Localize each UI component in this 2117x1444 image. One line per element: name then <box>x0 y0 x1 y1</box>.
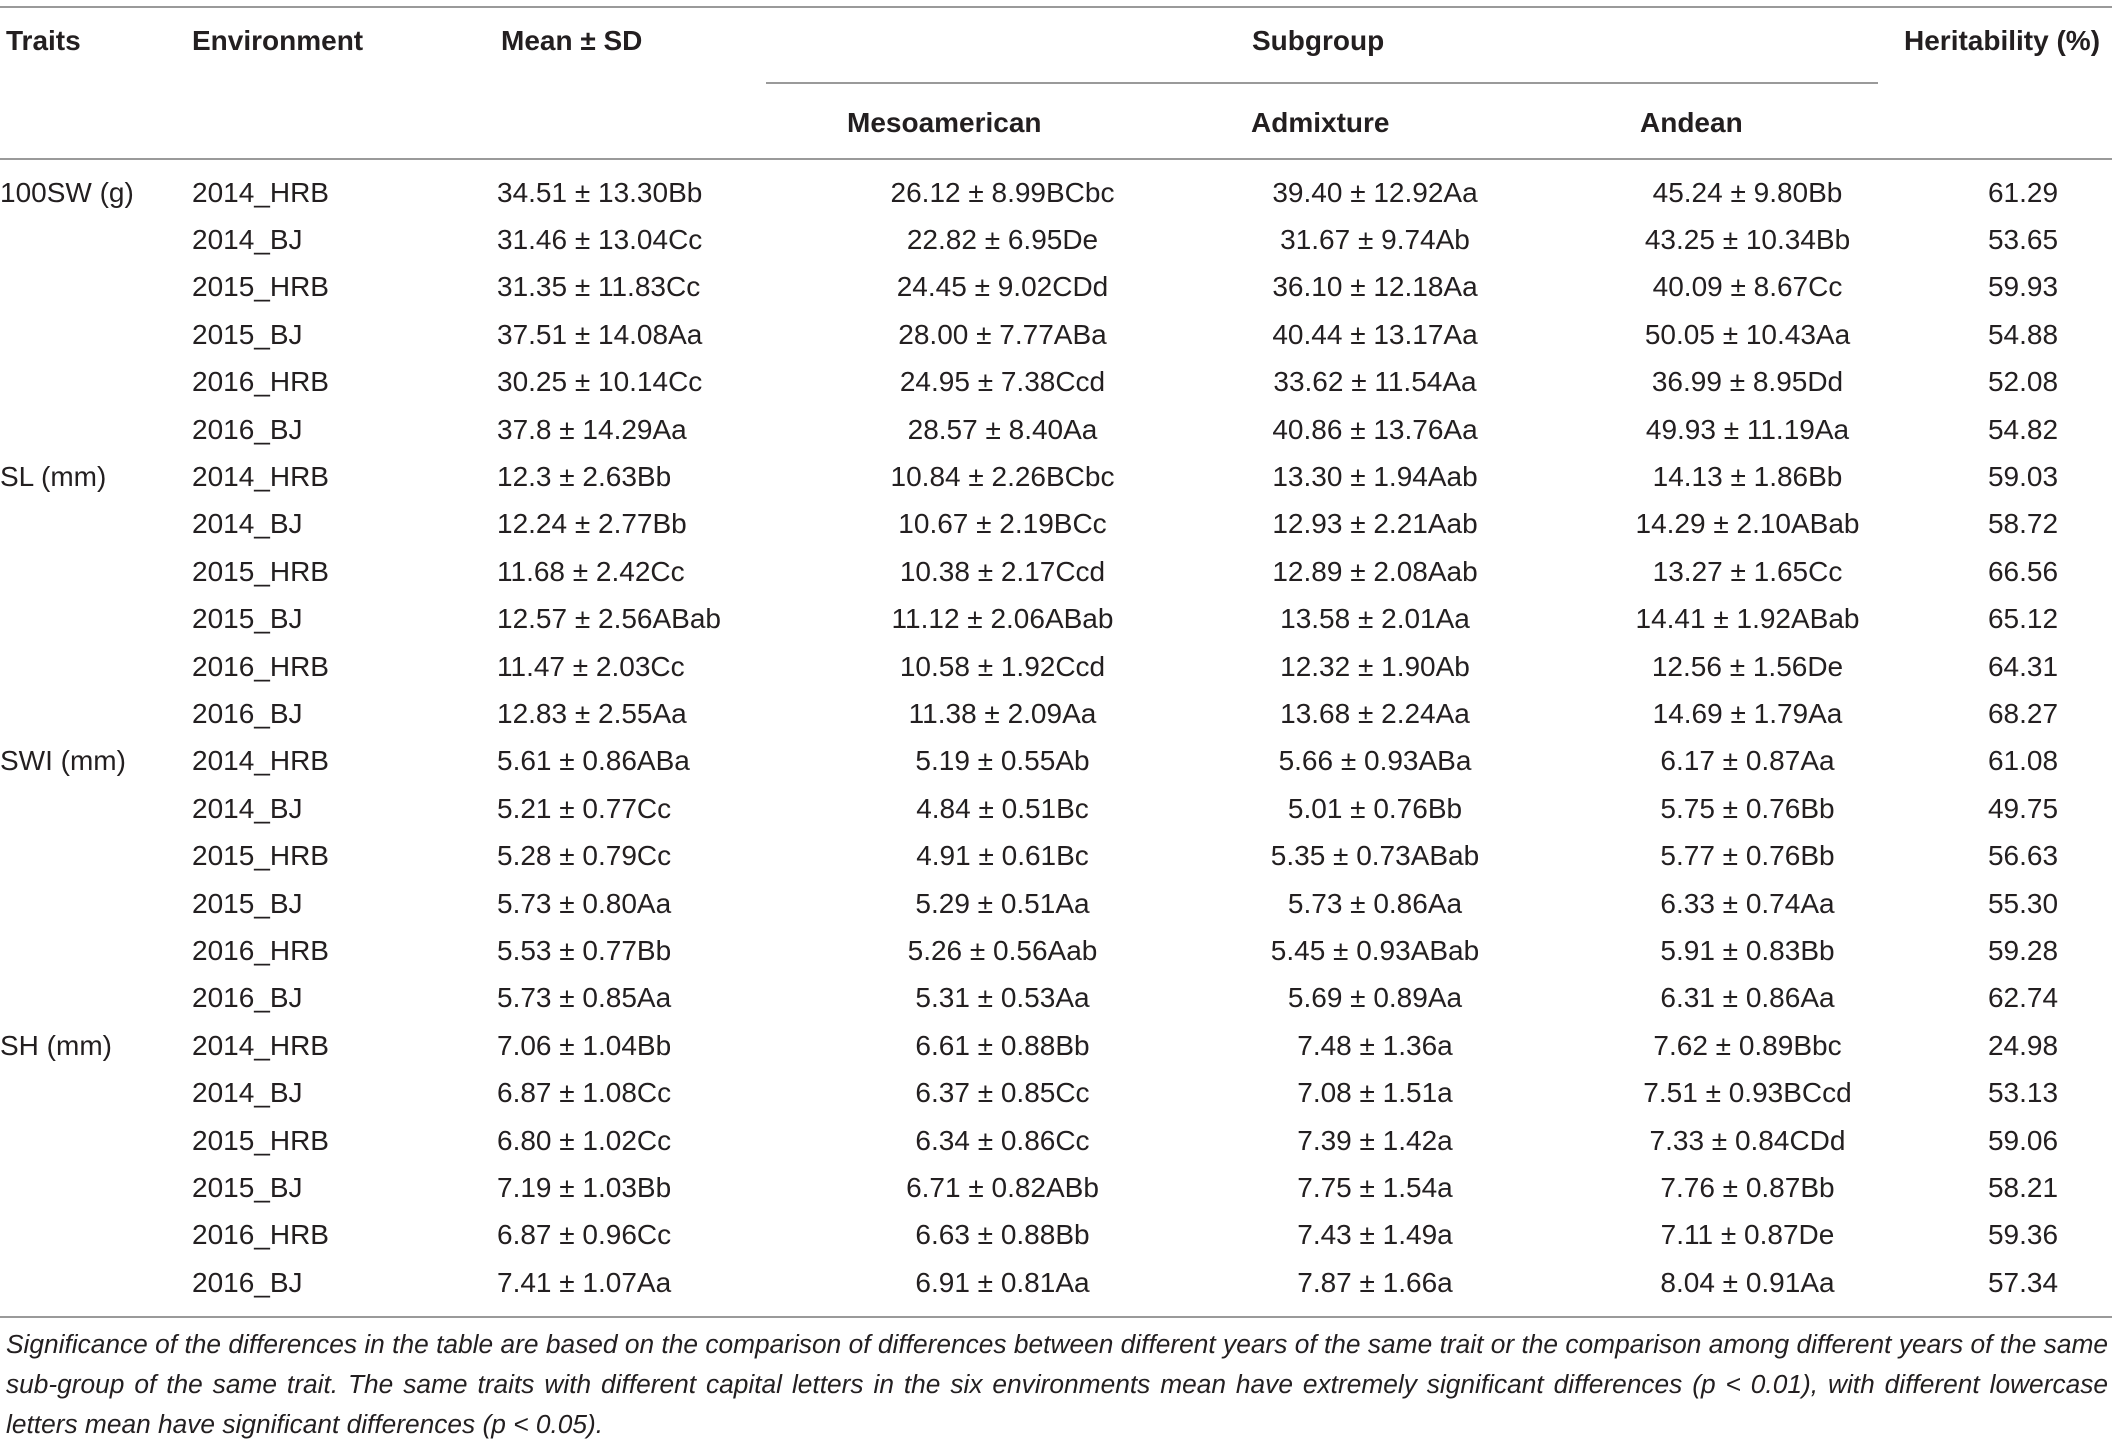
table-row <box>0 548 2112 595</box>
cell-environment: 2015_HRB <box>192 1124 329 1156</box>
cell-mean-sd: 34.51 ± 13.30Bb <box>497 176 703 208</box>
cell-trait: SL (mm) <box>0 461 107 493</box>
table-row <box>0 596 2112 643</box>
cell-environment: 2016_BJ <box>192 413 303 445</box>
cell-environment: 2015_BJ <box>192 318 303 350</box>
cell-mean-sd: 12.3 ± 2.63Bb <box>497 461 672 493</box>
cell-heritability: 62.74 <box>1987 982 2059 1014</box>
cell-heritability: 59.03 <box>1987 461 2059 493</box>
header-traits: Traits <box>6 25 81 56</box>
header-admixture: Admixture <box>1251 107 1390 138</box>
table-row <box>0 643 2112 690</box>
cell-heritability: 59.28 <box>1987 934 2059 966</box>
cell-environment: 2016_BJ <box>192 982 303 1014</box>
cell-trait <box>0 596 192 643</box>
cell-mean-sd: 12.83 ± 2.55Aa <box>497 697 687 729</box>
cell-mesoamerican: 10.58 ± 1.92Ccd <box>899 650 1106 682</box>
cell-andean: 45.24 ± 9.80Bb <box>1652 176 1843 208</box>
cell-environment: 2015_HRB <box>192 840 329 872</box>
cell-heritability: 61.29 <box>1987 176 2059 208</box>
cell-mean-sd: 5.53 ± 0.77Bb <box>497 934 672 966</box>
cell-trait <box>0 1164 192 1211</box>
header-mean-sd: Mean ± SD <box>501 25 643 56</box>
cell-andean: 8.04 ± 0.91Aa <box>1660 1266 1835 1298</box>
cell-andean: 6.31 ± 0.86Aa <box>1660 982 1835 1014</box>
cell-mesoamerican: 24.95 ± 7.38Ccd <box>899 366 1106 398</box>
cell-trait <box>0 643 192 690</box>
cell-admixture: 13.30 ± 1.94Aab <box>1272 461 1478 493</box>
cell-heritability: 68.27 <box>1987 697 2059 729</box>
cell-admixture: 36.10 ± 12.18Aa <box>1272 271 1478 303</box>
cell-trait <box>0 785 192 832</box>
cell-heritability: 54.88 <box>1987 318 2059 350</box>
top-rule <box>0 6 2112 8</box>
cell-environment: 2014_HRB <box>192 176 329 208</box>
table-row <box>0 1164 2112 1211</box>
cell-mesoamerican: 6.61 ± 0.88Bb <box>915 1029 1090 1061</box>
cell-heritability: 65.12 <box>1987 603 2059 635</box>
cell-andean: 14.13 ± 1.86Bb <box>1652 461 1843 493</box>
cell-heritability: 49.75 <box>1987 792 2059 824</box>
cell-mean-sd: 37.51 ± 14.08Aa <box>497 318 703 350</box>
table-bottom-rule <box>0 1316 2112 1318</box>
cell-trait <box>0 264 192 311</box>
table-row <box>0 453 2112 500</box>
cell-admixture: 5.45 ± 0.93ABab <box>1270 934 1480 966</box>
cell-admixture: 7.48 ± 1.36a <box>1297 1029 1453 1061</box>
cell-admixture: 7.08 ± 1.51a <box>1297 1077 1453 1109</box>
cell-andean: 7.51 ± 0.93BCcd <box>1643 1077 1852 1109</box>
header-bottom-rule <box>0 158 2112 160</box>
cell-trait <box>0 548 192 595</box>
table-row <box>0 738 2112 785</box>
cell-admixture: 40.44 ± 13.17Aa <box>1272 318 1478 350</box>
cell-heritability: 53.65 <box>1987 224 2059 256</box>
cell-admixture: 5.01 ± 0.76Bb <box>1287 792 1463 824</box>
table-row <box>0 359 2112 406</box>
cell-andean: 43.25 ± 10.34Bb <box>1644 224 1851 256</box>
cell-trait <box>0 406 192 453</box>
cell-heritability: 55.30 <box>1987 887 2059 919</box>
table-row <box>0 406 2112 453</box>
table-row <box>0 927 2112 974</box>
table-row <box>0 264 2112 311</box>
cell-admixture: 5.66 ± 0.93ABa <box>1278 745 1472 777</box>
cell-andean: 14.29 ± 2.10ABab <box>1635 508 1860 540</box>
data-table <box>0 169 2112 1306</box>
cell-trait <box>0 880 192 927</box>
table-row <box>0 169 2112 216</box>
cell-mesoamerican: 26.12 ± 8.99BCbc <box>890 176 1115 208</box>
header-mesoamerican: Mesoamerican <box>847 107 1042 138</box>
cell-environment: 2014_BJ <box>192 792 303 824</box>
cell-admixture: 5.73 ± 0.86Aa <box>1287 887 1463 919</box>
cell-mean-sd: 6.87 ± 0.96Cc <box>497 1219 672 1251</box>
cell-heritability: 52.08 <box>1987 366 2059 398</box>
cell-environment: 2015_BJ <box>192 603 303 635</box>
cell-mean-sd: 5.73 ± 0.80Aa <box>497 887 672 919</box>
cell-environment: 2015_BJ <box>192 1171 303 1203</box>
cell-admixture: 5.69 ± 0.89Aa <box>1287 982 1463 1014</box>
subgroup-rule <box>766 82 1878 84</box>
cell-andean: 36.99 ± 8.95Dd <box>1651 366 1844 398</box>
table-footnote: Significance of the differences in the table are based on the comparison of differences between different years of the same trait or the comparison among different years of the same sub-group of the same trait. The same traits with different capital letters in the six environments mean have extremely significant differences (p < 0.01), with different lowercase letters mean have significant differences (p < 0.05). <box>6 1329 2108 1439</box>
cell-environment: 2016_HRB <box>192 934 329 966</box>
cell-admixture: 31.67 ± 9.74Ab <box>1280 224 1470 256</box>
cell-heritability: 57.34 <box>1987 1266 2059 1298</box>
cell-admixture: 5.35 ± 0.73ABab <box>1270 840 1480 872</box>
cell-trait <box>0 1259 192 1306</box>
cell-trait <box>0 1117 192 1164</box>
cell-environment: 2016_BJ <box>192 697 303 729</box>
cell-mesoamerican: 22.82 ± 6.95De <box>906 224 1099 256</box>
cell-mean-sd: 6.87 ± 1.08Cc <box>497 1077 672 1109</box>
cell-environment: 2016_BJ <box>192 1266 303 1298</box>
cell-mesoamerican: 11.38 ± 2.09Aa <box>908 697 1097 729</box>
cell-admixture: 33.62 ± 11.54Aa <box>1273 366 1477 398</box>
cell-heritability: 53.13 <box>1987 1077 2059 1109</box>
cell-mean-sd: 7.06 ± 1.04Bb <box>497 1029 672 1061</box>
cell-mean-sd: 11.68 ± 2.42Cc <box>497 555 685 587</box>
cell-environment: 2015_BJ <box>192 887 303 919</box>
cell-mean-sd: 7.41 ± 1.07Aa <box>497 1266 672 1298</box>
cell-mean-sd: 6.80 ± 1.02Cc <box>497 1124 672 1156</box>
cell-mesoamerican: 4.84 ± 0.51Bc <box>916 792 1089 824</box>
cell-mesoamerican: 5.31 ± 0.53Aa <box>915 982 1090 1014</box>
cell-mean-sd: 5.73 ± 0.85Aa <box>497 982 672 1014</box>
cell-trait <box>0 690 192 737</box>
cell-admixture: 40.86 ± 13.76Aa <box>1272 413 1478 445</box>
table-row <box>0 1259 2112 1306</box>
table-row <box>0 1069 2112 1116</box>
cell-trait <box>0 832 192 879</box>
table-row <box>0 1022 2112 1069</box>
header-andean: Andean <box>1640 107 1743 138</box>
cell-mesoamerican: 6.34 ± 0.86Cc <box>915 1124 1090 1156</box>
cell-mesoamerican: 11.12 ± 2.06ABab <box>891 603 1114 635</box>
cell-trait <box>0 501 192 548</box>
cell-mesoamerican: 24.45 ± 9.02CDd <box>896 271 1109 303</box>
cell-mesoamerican: 6.37 ± 0.85Cc <box>915 1077 1090 1109</box>
cell-environment: 2015_HRB <box>192 555 329 587</box>
cell-mesoamerican: 28.57 ± 8.40Aa <box>907 413 1098 445</box>
cell-mean-sd: 5.61 ± 0.86ABa <box>497 745 690 777</box>
table-row <box>0 1117 2112 1164</box>
cell-heritability: 59.93 <box>1987 271 2059 303</box>
cell-environment: 2016_HRB <box>192 366 329 398</box>
cell-mesoamerican: 5.19 ± 0.55Ab <box>915 745 1090 777</box>
cell-andean: 12.56 ± 1.56De <box>1651 650 1844 682</box>
cell-andean: 40.09 ± 8.67Cc <box>1652 271 1843 303</box>
cell-heritability: 61.08 <box>1987 745 2059 777</box>
cell-heritability: 58.21 <box>1987 1171 2059 1203</box>
cell-environment: 2014_HRB <box>192 1029 329 1061</box>
cell-mean-sd: 11.47 ± 2.03Cc <box>497 650 685 682</box>
cell-environment: 2015_HRB <box>192 271 329 303</box>
cell-andean: 7.62 ± 0.89Bbc <box>1653 1029 1842 1061</box>
table-row <box>0 832 2112 879</box>
table-row <box>0 690 2112 737</box>
cell-admixture: 12.93 ± 2.21Aab <box>1272 508 1478 540</box>
cell-mesoamerican: 10.67 ± 2.19BCc <box>898 508 1107 540</box>
cell-environment: 2014_HRB <box>192 461 329 493</box>
cell-admixture: 7.87 ± 1.66a <box>1297 1266 1453 1298</box>
cell-andean: 14.41 ± 1.92ABab <box>1635 603 1860 635</box>
cell-andean: 5.77 ± 0.76Bb <box>1660 840 1835 872</box>
cell-andean: 49.93 ± 11.19Aa <box>1645 413 1850 445</box>
cell-admixture: 13.68 ± 2.24Aa <box>1280 697 1470 729</box>
cell-admixture: 39.40 ± 12.92Aa <box>1272 176 1478 208</box>
cell-admixture: 13.58 ± 2.01Aa <box>1280 603 1470 635</box>
cell-mesoamerican: 5.26 ± 0.56Aab <box>907 934 1098 966</box>
cell-environment: 2016_HRB <box>192 1219 329 1251</box>
cell-trait: SH (mm) <box>0 1029 112 1061</box>
cell-mesoamerican: 10.38 ± 2.17Ccd <box>899 555 1106 587</box>
cell-mesoamerican: 10.84 ± 2.26BCbc <box>890 461 1115 493</box>
cell-heritability: 59.36 <box>1987 1219 2059 1251</box>
cell-mean-sd: 12.57 ± 2.56ABab <box>497 603 721 635</box>
cell-trait <box>0 216 192 263</box>
cell-environment: 2014_HRB <box>192 745 329 777</box>
cell-andean: 14.69 ± 1.79Aa <box>1652 697 1843 729</box>
cell-environment: 2016_HRB <box>192 650 329 682</box>
table-row <box>0 216 2112 263</box>
cell-andean: 50.05 ± 10.43Aa <box>1644 318 1851 350</box>
cell-heritability: 66.56 <box>1987 555 2059 587</box>
cell-andean: 6.33 ± 0.74Aa <box>1660 887 1835 919</box>
cell-heritability: 56.63 <box>1987 840 2059 872</box>
cell-mean-sd: 30.25 ± 10.14Cc <box>497 366 703 398</box>
cell-admixture: 12.32 ± 1.90Ab <box>1280 650 1470 682</box>
cell-andean: 7.11 ± 0.87De <box>1660 1219 1835 1251</box>
cell-trait <box>0 311 192 358</box>
cell-heritability: 24.98 <box>1987 1029 2059 1061</box>
cell-andean: 13.27 ± 1.65Cc <box>1652 555 1843 587</box>
cell-mesoamerican: 6.63 ± 0.88Bb <box>915 1219 1090 1251</box>
cell-mesoamerican: 4.91 ± 0.61Bc <box>916 840 1089 872</box>
cell-trait <box>0 1069 192 1116</box>
table-row <box>0 975 2112 1022</box>
cell-environment: 2014_BJ <box>192 224 303 256</box>
table-row <box>0 785 2112 832</box>
cell-mean-sd: 7.19 ± 1.03Bb <box>497 1171 672 1203</box>
cell-mesoamerican: 5.29 ± 0.51Aa <box>915 887 1090 919</box>
cell-trait: SWI (mm) <box>0 745 126 777</box>
cell-mean-sd: 12.24 ± 2.77Bb <box>497 508 687 540</box>
cell-mean-sd: 37.8 ± 14.29Aa <box>497 413 687 445</box>
cell-andean: 5.91 ± 0.83Bb <box>1660 934 1835 966</box>
cell-trait <box>0 1212 192 1259</box>
table-row <box>0 880 2112 927</box>
cell-mean-sd: 31.46 ± 13.04Cc <box>497 224 703 256</box>
cell-mean-sd: 5.21 ± 0.77Cc <box>497 792 672 824</box>
cell-environment: 2014_BJ <box>192 508 303 540</box>
cell-mesoamerican: 28.00 ± 7.77ABa <box>898 318 1107 350</box>
cell-trait: 100SW (g) <box>0 176 134 208</box>
cell-admixture: 7.43 ± 1.49a <box>1297 1219 1453 1251</box>
cell-andean: 7.76 ± 0.87Bb <box>1660 1171 1835 1203</box>
cell-mean-sd: 5.28 ± 0.79Cc <box>497 840 672 872</box>
header-subgroup: Subgroup <box>1252 25 1385 56</box>
cell-mesoamerican: 6.91 ± 0.81Aa <box>915 1266 1090 1298</box>
cell-heritability: 58.72 <box>1987 508 2059 540</box>
cell-admixture: 7.39 ± 1.42a <box>1297 1124 1453 1156</box>
cell-heritability: 64.31 <box>1987 650 2059 682</box>
cell-andean: 5.75 ± 0.76Bb <box>1660 792 1835 824</box>
cell-heritability: 54.82 <box>1987 413 2059 445</box>
cell-trait <box>0 359 192 406</box>
cell-admixture: 7.75 ± 1.54a <box>1297 1171 1453 1203</box>
cell-mean-sd: 31.35 ± 11.83Cc <box>497 271 701 303</box>
cell-trait <box>0 927 192 974</box>
header-environment: Environment <box>192 25 364 56</box>
cell-trait <box>0 975 192 1022</box>
cell-andean: 7.33 ± 0.84CDd <box>1649 1124 1846 1156</box>
cell-andean: 6.17 ± 0.87Aa <box>1660 745 1835 777</box>
cell-admixture: 12.89 ± 2.08Aab <box>1272 555 1478 587</box>
cell-environment: 2014_BJ <box>192 1077 303 1109</box>
header-heritability: Heritability (%) <box>1904 25 2101 56</box>
cell-heritability: 59.06 <box>1987 1124 2059 1156</box>
table-row <box>0 311 2112 358</box>
cell-mesoamerican: 6.71 ± 0.82ABb <box>906 1171 1099 1203</box>
table-row <box>0 1212 2112 1259</box>
table-row <box>0 501 2112 548</box>
